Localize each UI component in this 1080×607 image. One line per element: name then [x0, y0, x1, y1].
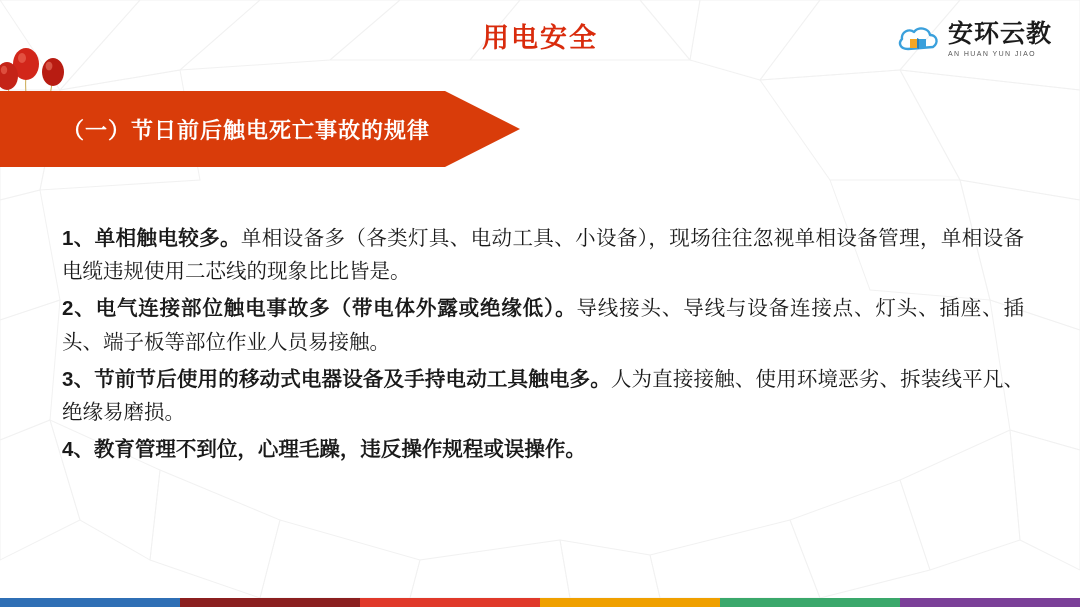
paragraph-3 — [62, 363, 1024, 429]
bar-segment-6 — [900, 598, 1080, 607]
cloud-book-icon — [896, 23, 940, 57]
paragraph-4-lead: 4、教育管理不到位，心理毛躁，违反操作规程或误操作。 — [62, 438, 586, 462]
body-content — [62, 222, 1024, 470]
bar-segment-3 — [360, 598, 540, 607]
bar-segment-2 — [180, 598, 360, 607]
page-title: 用电安全 — [482, 23, 598, 53]
bar-segment-1 — [0, 598, 180, 607]
bar-segment-5 — [720, 598, 900, 607]
paragraph-2-lead: 2、电气连接部位触电事故多（带电体外露或绝缘低）。 — [62, 297, 577, 321]
logo-name-cn: 安环云教 — [947, 20, 1052, 48]
brand-logo — [896, 22, 1052, 58]
paragraph-3-lead: 3、节前节后使用的移动式电器设备及手持电动工具触电多。 — [62, 367, 611, 391]
section-banner — [0, 91, 520, 167]
paragraph-3-rest: 人为直接接触、使用环境恶劣、拆装线平凡、绝缘易磨损。 — [62, 367, 1024, 425]
logo-name-en: AN HUAN YUN JIAO — [947, 51, 1036, 58]
paragraph-4 — [62, 433, 1024, 466]
paragraph-1-lead: 1、单相触电较多。 — [62, 227, 241, 250]
paragraph-1 — [62, 222, 1024, 288]
paragraph-1-rest: 单相设备多（各类灯具、电动工具、小设备），现场往往忽视单相设备管理，单相设备电缆违规使用二芯线的现象比比皆是。 — [62, 227, 1025, 284]
paragraph-2 — [62, 292, 1024, 358]
bottom-color-bar — [0, 598, 1080, 607]
banner-label: （一）节日前后触电死亡事故的规律 — [62, 117, 431, 143]
paragraph-2-rest: 导线接头、导线与设备连接点、灯头、插座、插头、端子板等部位作业人员易接触。 — [62, 297, 1024, 354]
bar-segment-4 — [540, 598, 720, 607]
